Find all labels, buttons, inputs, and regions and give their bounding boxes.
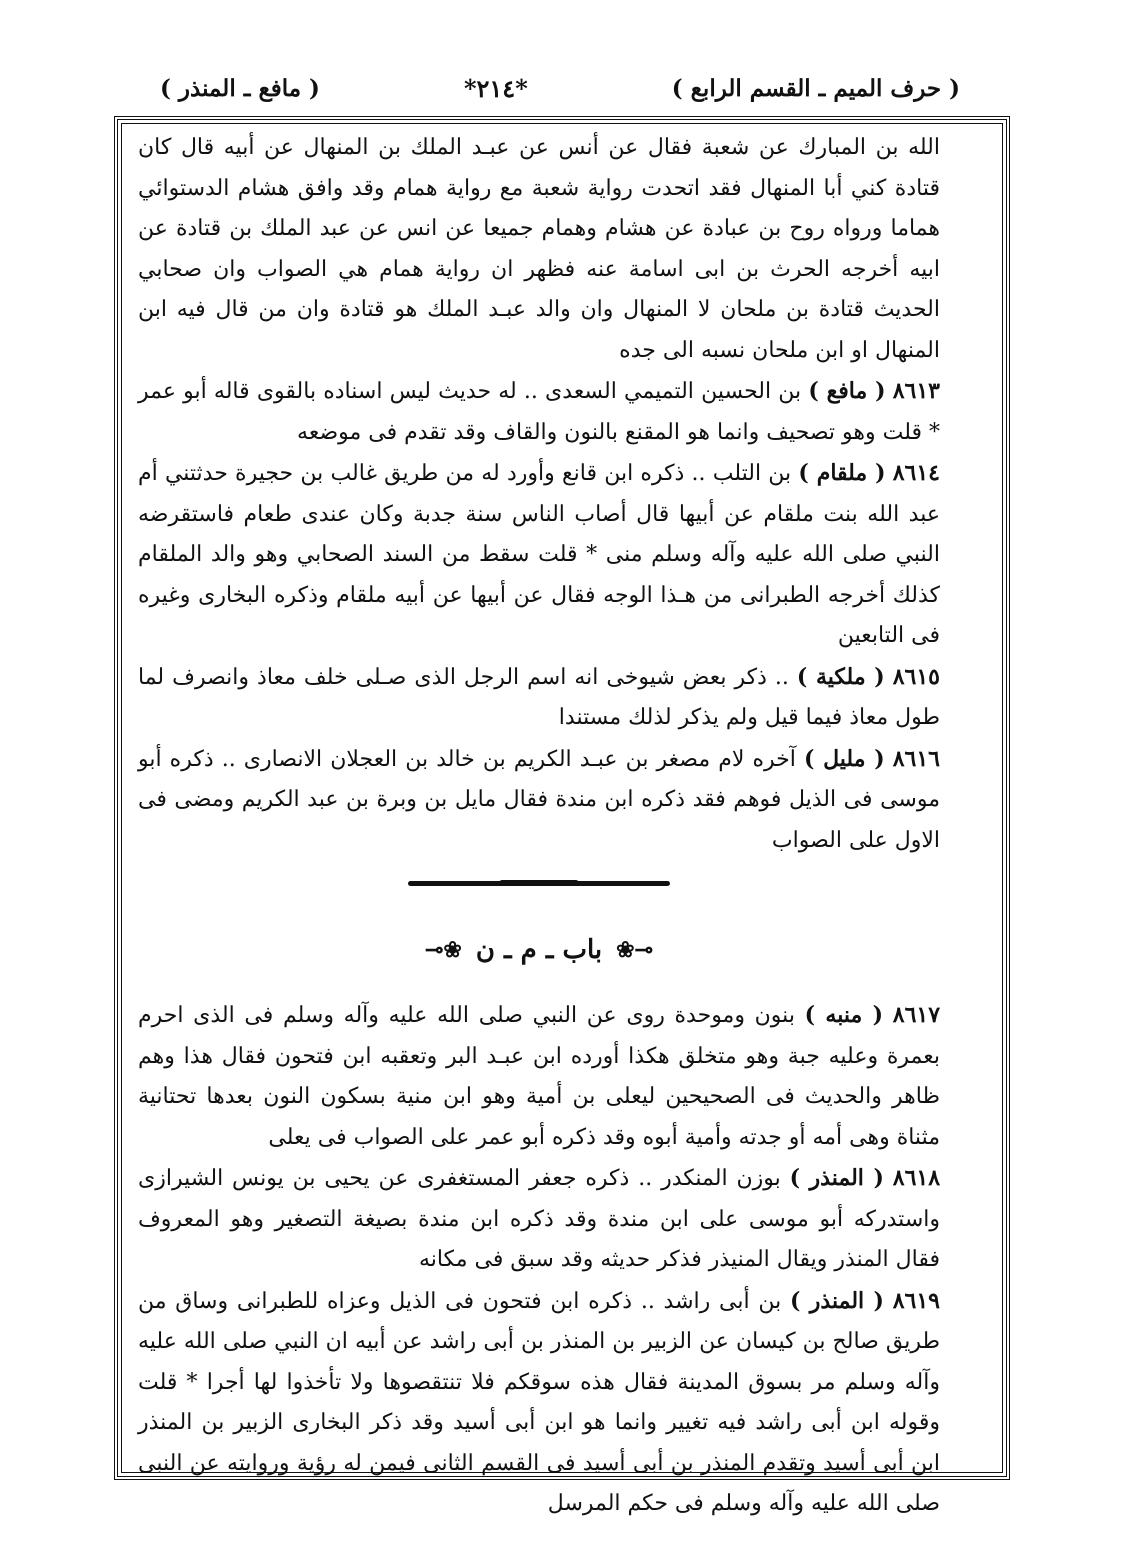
entry-name: ( المنذر ) bbox=[789, 1165, 884, 1191]
intro-paragraph: الله بن المبارك عن شعبة فقال عن أنس عن عبـد الملك بن المنهال عن أبيه قال كان قتادة كني أبا المنهال فقد اتحدت رواية شعبة مع رواية همام وقد وافق هشام الدستوائي هماما ورواه روح بن عبادة عن هشام وهمام جميعا عن انس عن عبد الملك بن قتادة عن ابيه أخرجه الحرث بن ابى اسامة عنه فظهر ان رواية همام هي الصواب وان صحابي الحديث قتادة بن ملحان لا المنهال وان والد عبـد الملك هو قتادة وان من قال فيه ابن المنهال او ابن ملحان نسبه الى جده bbox=[138, 135, 940, 363]
header-entry-range: ( مافع ـ المنذر ) bbox=[160, 74, 320, 102]
entry-text: بنون وموحدة روى عن النبي صلى الله عليه وآله وسلم فى الذى احرم بعمرة وعليه جبة وهو متخلق هكذا أورده ابن عبـد البر وتعقبه ابن فتحون فقال هذا وهم ظاهر والحديث فى الصحيحين ليعلى بن أمية وهو ابن منية بسكون النون بعدها تحتانية مثناة وهى أمه أو جدته وأمية أبوه وقد ذكره أبو عمر على الصواب فى يعلى bbox=[138, 1003, 940, 1150]
entry-text: بن أبى راشد .. ذكره ابن فتحون فى الذيل وعزاه للطبرانى وساق من طريق صالح بن كيسان عن الزبير بن المنذر بن أبى راشد عن أبيه ان النبي صلى الله عليه وآله وسلم مر بسوق المدينة فقال هذه سوقكم فلا تنتقصوها ولا تأخذوا لها أجرا * قلت وقوله ابن أبى راشد فيه تغيير وانما هو ابن أبى أسيد وقد ذكر البخارى الزبير بن المنذر ابن أبى أسيد وتقدم المنذر بن أبى أسيد فى القسم الثانى فيمن له رؤية وروايته عن النبى صلى الله عليه وآله وسلم فى حكم المرسل bbox=[138, 1288, 940, 1516]
chapter-title: باب ـ م ـ ن bbox=[475, 934, 603, 965]
entry-name: ( منبه ) bbox=[804, 1002, 884, 1028]
entry-number: ٨٦١٦ bbox=[892, 745, 940, 772]
page-number bbox=[464, 74, 528, 103]
entry-name: ( مليل ) bbox=[803, 745, 885, 772]
entry-text: بوزن المنكدر .. ذكره جعفر المستغفرى عن يحيى بن يونس الشيرازى واستدركه أبو موسى على ابن مندة وقد ذكره ابن مندة بصيغة التصغير وهو المعروف فقال المنذر ويقال المنيذر فذكر حديثه وقد سبق فى مكانه bbox=[138, 1166, 940, 1272]
ornament-right: * bbox=[463, 73, 477, 103]
entry-number: ٨٦١٨ bbox=[892, 1165, 941, 1191]
entry-8616 bbox=[138, 739, 940, 862]
entry-name: ( مافع ) bbox=[808, 378, 886, 404]
page-number-value: ٢١٤ bbox=[476, 73, 516, 103]
entry-8615 bbox=[138, 657, 940, 739]
ornament-icon: ⊸❀ bbox=[616, 936, 654, 963]
header-section-title: ( حرف الميم ـ القسم الرابع ) bbox=[671, 74, 960, 102]
entry-name: ( ملكية ) bbox=[796, 663, 885, 690]
entry-number: ٨٦١٩ bbox=[892, 1287, 940, 1314]
entry-number: ٨٦١٣ bbox=[892, 378, 940, 404]
ornament-left: * bbox=[515, 73, 528, 103]
entry-text: آخره لام مصغر بن عبـد الكريم بن خالد بن العجلان الانصارى .. ذكره أبو موسى فى الذيل فوهم فقد ذكره ابن مندة فقال مايل بن وبرة بن عبد الكريم ومضى فى الاول على الصواب bbox=[138, 746, 940, 853]
entry-8614 bbox=[138, 453, 940, 657]
entry-8617 bbox=[138, 995, 940, 1158]
entry-text: .. ذكر بعض شيوخى انه اسم الرجل الذى صـلى خلف معاذ وانصرف لما طول معاذ فيما قيل ولم يذكر لذلك مستندا bbox=[138, 664, 940, 730]
entry-8618 bbox=[138, 1158, 940, 1281]
entry-text: بن الحسين التميمي السعدى .. له حديث ليس اسناده بالقوى قاله أبو عمر * قلت وهو تصحيف وانما هو المقنع بالنون والقاف وقد تقدم فى موضعه bbox=[138, 379, 940, 445]
section-divider bbox=[138, 861, 940, 905]
page-header bbox=[160, 70, 960, 106]
entry-8619 bbox=[138, 1281, 940, 1525]
entry-8613 bbox=[138, 371, 940, 453]
entry-name: ( المنذر ) bbox=[789, 1287, 884, 1314]
entry-text: بن التلب .. ذكره ابن قانع وأورد له من طريق غالب بن حجيرة حدثتني أم عبد الله بنت ملقام عن أبيها قال أصاب الناس سنة جدبة وكان عندى طعام فاستقرضه النبي صلى الله عليه وآله وسلم منى * قلت سقط من السند الصحابي وهو والد الملقام كذلك أخرجه الطبرانى من هـذا الوجه فقال عن أبيها عن أبيه ملقام وذكره البخارى وغيره فى التابعين bbox=[138, 461, 940, 648]
entry-number: ٨٦١٧ bbox=[892, 1002, 941, 1028]
chapter-heading bbox=[138, 905, 940, 995]
entry-number: ٨٦١٥ bbox=[892, 663, 940, 690]
entry-number: ٨٦١٤ bbox=[892, 460, 940, 486]
entry-name: ( ملقام ) bbox=[798, 460, 886, 486]
page-body bbox=[138, 128, 940, 1525]
ornament-icon: ❀⟜ bbox=[424, 936, 462, 963]
